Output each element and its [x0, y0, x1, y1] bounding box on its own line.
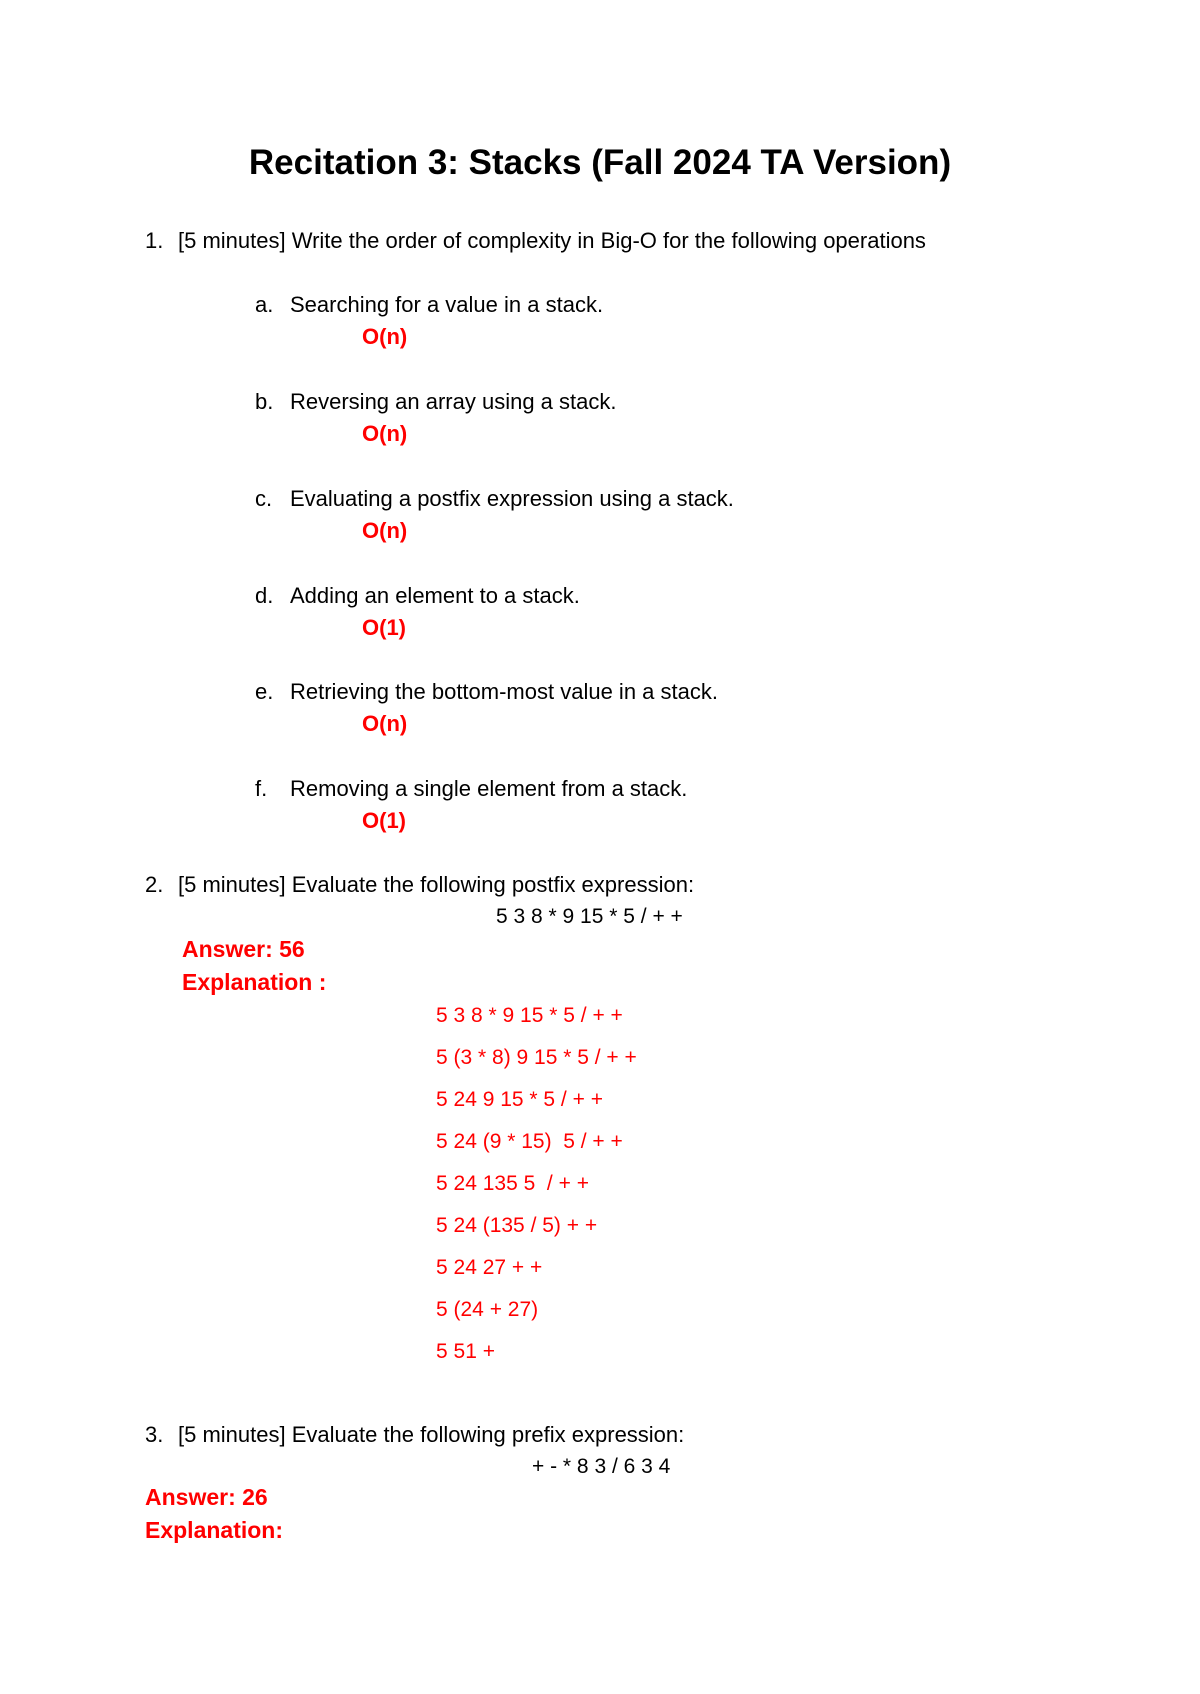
q1-item-e-label: e. — [255, 679, 274, 704]
q1-item-f-answer: O(1) — [362, 808, 406, 833]
q1-item-b-text: Reversing an array using a stack. — [290, 389, 617, 414]
question-3-number: 3. — [145, 1422, 164, 1447]
question-2-text: [5 minutes] Evaluate the following postfix expression: — [178, 872, 695, 897]
q1-item-f-label: f. — [255, 776, 268, 801]
q2-step: 5 24 9 15 * 5 / + + — [436, 1088, 603, 1111]
q2-step: 5 24 135 5 / + + — [436, 1172, 589, 1195]
q1-item-b-answer: O(n) — [362, 421, 408, 446]
question-2-answer: Answer: 56 — [182, 936, 305, 962]
question-3-text: [5 minutes] Evaluate the following prefix expression: — [178, 1422, 685, 1447]
q1-item-b-label: b. — [255, 389, 274, 414]
q1-item-c-text: Evaluating a postfix expression using a stack. — [290, 486, 734, 511]
question-2-number: 2. — [145, 872, 164, 897]
q2-step: 5 24 (135 / 5) + + — [436, 1214, 598, 1237]
question-1-text: [5 minutes] Write the order of complexity in Big-O for the following operations — [178, 228, 926, 253]
q1-item-f-text: Removing a single element from a stack. — [290, 776, 688, 801]
q2-step: 5 24 27 + + — [436, 1256, 543, 1279]
q1-item-a-text: Searching for a value in a stack. — [290, 292, 604, 317]
q2-step: 5 (24 + 27) — [436, 1298, 539, 1321]
q1-item-e-answer: O(n) — [362, 711, 408, 736]
question-2-expression: 5 3 8 * 9 15 * 5 / + + — [496, 905, 683, 928]
q1-item-a-label: a. — [255, 292, 274, 317]
question-3-explanation-label: Explanation: — [145, 1517, 284, 1543]
question-3-answer: Answer: 26 — [145, 1484, 268, 1510]
q2-step: 5 3 8 * 9 15 * 5 / + + — [436, 1004, 623, 1027]
question-2-explanation-label: Explanation : — [182, 969, 327, 995]
q1-item-d-text: Adding an element to a stack. — [290, 583, 580, 608]
question-1-number: 1. — [145, 228, 164, 253]
q1-item-e-text: Retrieving the bottom-most value in a stack. — [290, 679, 718, 704]
question-3-expression: + - * 8 3 / 6 3 4 — [532, 1455, 671, 1478]
q1-item-d-answer: O(1) — [362, 615, 406, 640]
q1-item-c-answer: O(n) — [362, 518, 408, 543]
q1-item-c-label: c. — [255, 486, 273, 511]
q1-item-a-answer: O(n) — [362, 324, 408, 349]
q2-step: 5 (3 * 8) 9 15 * 5 / + + — [436, 1046, 637, 1069]
q2-step: 5 24 (9 * 15) 5 / + + — [436, 1130, 623, 1153]
page-title: Recitation 3: Stacks (Fall 2024 TA Version) — [248, 143, 952, 182]
q1-item-d-label: d. — [255, 583, 274, 608]
q2-step: 5 51 + — [436, 1340, 495, 1363]
